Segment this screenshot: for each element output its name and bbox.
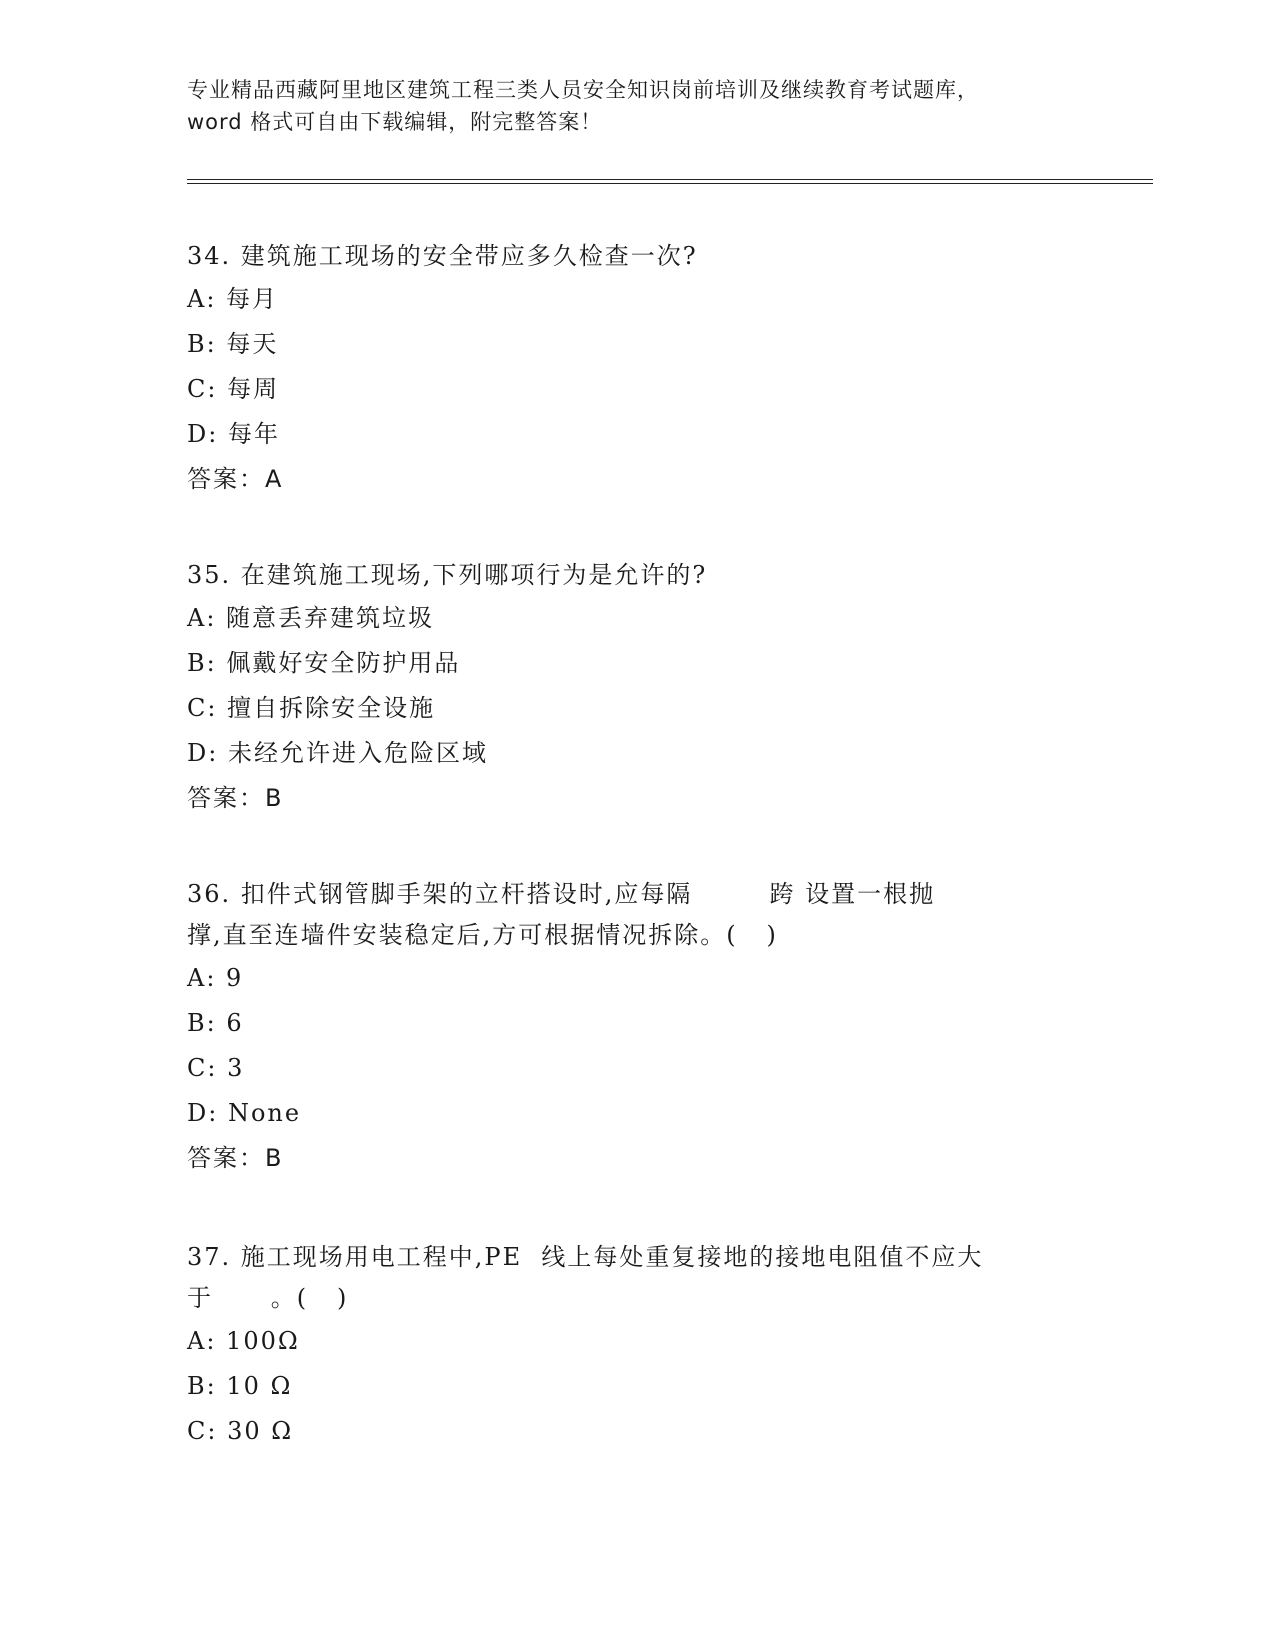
- question-stem: 35. 在建筑施工现场,下列哪项行为是允许的?: [187, 561, 708, 589]
- option-d: D: None: [187, 1099, 302, 1127]
- answer-line: 答案：B: [187, 1144, 284, 1172]
- question-stem-line-1: 37. 施工现场用电工程中,PE 线上每处重复接地的接地电阻值不应大: [187, 1243, 984, 1271]
- question-stem-line-2: 于 。( ): [187, 1284, 349, 1312]
- option-a: A: 9: [187, 964, 244, 992]
- option-b: B: 佩戴好安全防护用品: [187, 649, 461, 677]
- question-stem: 34. 建筑施工现场的安全带应多久检查一次?: [187, 242, 698, 270]
- answer-line: 答案：A: [187, 465, 284, 493]
- document-title-line-2: word 格式可自由下载编辑，附完整答案！: [187, 110, 603, 134]
- question-stem-line-1: 36. 扣件式钢管脚手架的立杆搭设时,应每隔 跨 设置一根抛: [187, 880, 936, 908]
- option-a: A: 100Ω: [187, 1327, 300, 1355]
- option-c: C: 3: [187, 1054, 245, 1082]
- answer-line: 答案：B: [187, 784, 284, 812]
- document-header: [187, 74, 1087, 138]
- option-d: D: 未经允许进入危险区域: [187, 739, 488, 767]
- question-37: [187, 1237, 1087, 1454]
- option-a: A: 每月: [187, 285, 279, 313]
- option-b: B: 每天: [187, 330, 279, 358]
- question-35: [187, 555, 1087, 820]
- question-stem-line-2: 撑,直至连墙件安装稳定后,方可根据情况拆除。( ): [187, 921, 778, 949]
- option-d: D: 每年: [187, 420, 280, 448]
- document-title-line-1: 专业精品西藏阿里地区建筑工程三类人员安全知识岗前培训及继续教育考试题库，: [187, 78, 979, 102]
- option-a: A: 随意丢弃建筑垃圾: [187, 604, 435, 632]
- question-34: [187, 236, 1087, 501]
- header-divider-top: [187, 179, 1153, 180]
- option-b: B: 6: [187, 1009, 244, 1037]
- option-c: C: 30 Ω: [187, 1417, 294, 1445]
- header-divider-bottom: [187, 183, 1153, 184]
- option-c: C: 擅自拆除安全设施: [187, 694, 436, 722]
- option-b: B: 10 Ω: [187, 1372, 293, 1400]
- option-c: C: 每周: [187, 375, 280, 403]
- question-36: [187, 874, 1087, 1180]
